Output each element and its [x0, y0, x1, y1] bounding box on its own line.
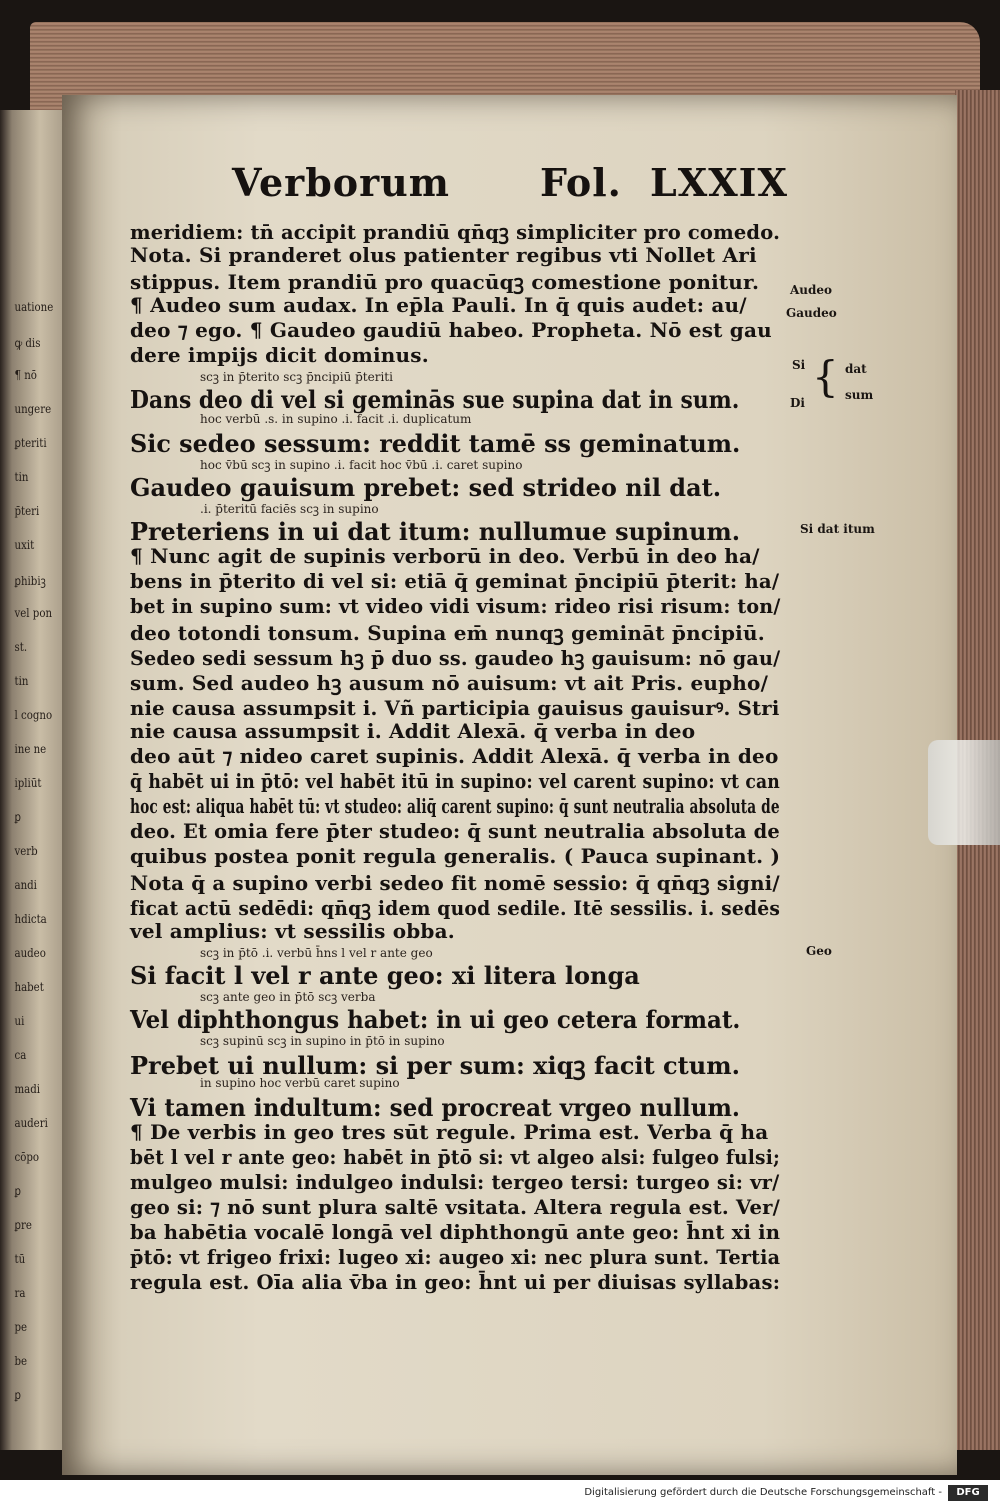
- text-line: bens in p̄terito di vel si: etiā q̄ geminat p̄ncipiū p̄terit: ha/: [130, 569, 780, 593]
- left-page-fragment: hdicta: [14, 912, 47, 926]
- verse-line: Sic sedeo sessum: reddit tamē ss geminatum.: [130, 429, 741, 458]
- running-title: Verborum: [232, 160, 450, 205]
- text-line: sum. Sed audeo hꝫ ausum nō auisum: vt ait Pris. eupho/: [130, 671, 769, 695]
- margin-brace: {: [812, 352, 839, 401]
- text-line: mulgeo mulsi: indulgeo indulsi: tergeo tersi: turgeo si: vr/: [130, 1170, 780, 1194]
- left-page-fragment: tin: [14, 470, 29, 484]
- text-line: deo totondi tonsum. Supina em̄ nunqꝫ gemināt p̄ncipiū.: [130, 621, 765, 645]
- margin-note-geo: Geo: [806, 944, 832, 958]
- text-line: nie causa assumpsit i. Vñ participia gauisus gauisurꝰ. Stri: [130, 696, 780, 720]
- margin-note-sum: sum: [845, 388, 874, 402]
- text-line: geo si: ⁊ nō sunt plura saltē vsitata. Altera regula est. Ver/: [130, 1195, 781, 1219]
- interlinear-gloss: scꝫ ante geo in p̄tō scꝫ verba: [200, 990, 376, 1004]
- verse-line: Preteriens in ui dat itum: nullumue supinum.: [130, 517, 741, 546]
- left-page-fragment: ¶ nō: [14, 368, 37, 382]
- text-line: ba habētia vocalē longā vel diphthongū ante geo: h̄nt xi in: [130, 1220, 781, 1244]
- interlinear-gloss: .i. p̄teritū faciēs scꝫ in supino: [200, 502, 379, 516]
- left-page-fragment: ꝑre: [14, 1218, 32, 1232]
- interlinear-gloss: scꝫ supinū scꝫ in supino in p̄tō in supino: [200, 1034, 445, 1048]
- interlinear-gloss: in supino hoc verbū caret supino: [200, 1076, 400, 1090]
- footer-bar: [0, 1480, 1000, 1507]
- text-line: nie causa assumpsit i. Addit Alexā. q̄ verba in deo: [130, 719, 696, 743]
- left-page-fragment: ungere: [14, 402, 52, 416]
- text-line: ¶ De verbis in geo tres sūt regule. Prima est. Verba q̄ ha: [130, 1120, 769, 1144]
- left-page-fragment: ꝑ: [14, 1184, 21, 1198]
- left-page-fragment: tū: [14, 1252, 26, 1266]
- left-page-fragment: ca: [14, 1048, 27, 1062]
- left-page-fragment: st.: [14, 640, 28, 654]
- left-page-fragment: be: [14, 1354, 28, 1368]
- text-line: ¶ Nunc agit de supinis verborū in deo. Verbū in deo ha/: [130, 544, 760, 568]
- text-line: deo aūt ⁊ nideo caret supinis. Addit Alexā. q̄ verba in deo: [130, 744, 779, 768]
- text-line: hoc est: aliqua habēt tū: vt studeo: aliq̄ carent supino: q̄ sunt neutralia absoluta de: [130, 794, 780, 818]
- left-page-fragment: ipliūt: [14, 776, 42, 790]
- text-line: regula est. Oīa alia v̄ba in geo: h̄nt ui per diuisas syllabas:: [130, 1270, 781, 1294]
- left-page-fragment: ꝑteriti: [14, 436, 47, 450]
- dfg-logo: DFG: [948, 1485, 988, 1501]
- left-page-fragment: audeo: [14, 946, 46, 960]
- left-page-fragment: l cogno: [14, 708, 53, 722]
- left-page-fragment: ꝑhibiꝫ: [14, 574, 46, 588]
- interlinear-gloss: scꝫ in p̄terito scꝫ p̄ncipiū p̄teriti: [200, 370, 393, 384]
- verse-line: Dans deo di vel si geminās sue supina dat in sum.: [130, 385, 740, 414]
- text-line: q̄ habēt ui in p̄tō: vel habēt itū in supino: vel carent supino: vt can: [130, 769, 780, 793]
- left-page-fragment: pe: [14, 1320, 28, 1334]
- left-page-fragment: madi: [14, 1082, 41, 1096]
- text-line: ficat actū sedēdi: qn̄qꝫ idem quod sedile. Itē sessilis. i. sedēs: [130, 896, 781, 920]
- margin-note-di: Di: [790, 396, 805, 410]
- left-page-fragment: habet: [14, 980, 44, 994]
- text-line: Nota. Si pranderet olus patienter regibus vti Nollet Ari: [130, 243, 757, 267]
- verse-line: Vi tamen indultum: sed procreat vrgeo nullum.: [130, 1093, 740, 1122]
- margin-note-audeo: Audeo: [790, 283, 833, 297]
- left-page-fragment: p̄teri: [14, 504, 40, 518]
- text-line: bēt l vel r ante geo: habēt in p̄tō si: vt algeo alsi: fulgeo fulsi;: [130, 1145, 781, 1169]
- left-page-fragment: verb: [14, 844, 38, 858]
- text-line: deo ⁊ ego. ¶ Gaudeo gaudiū habeo. Propheta. Nō est gau: [130, 318, 772, 342]
- folio-number: LXXIX: [650, 160, 788, 205]
- interlinear-gloss: hoc verbū .s. in supino .i. facit .i. duplicatum: [200, 412, 472, 426]
- left-page-fragment: uatione: [14, 300, 54, 314]
- text-line: vel amplius: vt sessilis obba.: [130, 919, 455, 943]
- left-page-fragment: ꝑ: [14, 810, 21, 824]
- text-line: stippus. Item prandiū pro quacūqꝫ comestione ponitur.: [130, 270, 760, 294]
- left-page-fragment: uxit: [14, 538, 35, 552]
- left-page-fragment: tin: [14, 674, 29, 688]
- text-line: ¶ Audeo sum audax. In ep̄la Pauli. In q̄ quis audet: au/: [130, 293, 747, 317]
- folio-label: Fol.: [540, 160, 622, 205]
- verse-line: Gaudeo gauisum prebet: sed strideo nil dat.: [130, 473, 722, 502]
- text-line: meridiem: tn̄ accipit prandiū qn̄qꝫ simpliciter pro comedo.: [130, 220, 781, 244]
- verse-line: Prebet ui nullum: si per sum: xiqꝫ facit ctum.: [130, 1051, 740, 1080]
- left-page-fragment: ine ne: [14, 742, 47, 756]
- left-page-fragment: ra: [14, 1286, 26, 1300]
- margin-note-si: Si: [792, 358, 806, 372]
- left-page-fragment: cōpo: [14, 1150, 40, 1164]
- funding-credit: Digitalisierung gefördert durch die Deutsche Forschungsgemeinschaft -: [584, 1487, 942, 1498]
- text-line: Nota q̄ a supino verbi sedeo fit nomē sessio: q̄ qn̄qꝫ signi/: [130, 871, 780, 895]
- interlinear-gloss: hoc v̄bū scꝫ in supino .i. facit hoc v̄bū .i. caret supino: [200, 458, 523, 472]
- verse-line: Vel diphthongus habet: in ui geo cetera format.: [130, 1005, 741, 1034]
- text-line: deo. Et omia fere p̄ter studeo: q̄ sunt neutralia absoluta de: [130, 819, 780, 843]
- text-line: dere impijs dicit dominus.: [130, 343, 429, 367]
- left-page-fragment: ui: [14, 1014, 25, 1028]
- text-line: quibus postea ponit regula generalis. ( Pauca supinant. ): [130, 844, 781, 868]
- left-page-fragment: ꝙ dis: [14, 336, 41, 350]
- left-page-fragment: andi: [14, 878, 37, 892]
- text-line: Sedeo sedi sessum hꝫ p̄ duo ss. gaudeo hꝫ gauisum: nō gau/: [130, 646, 781, 670]
- page-clip: [928, 740, 1000, 845]
- text-line: p̄tō: vt frigeo frixi: lugeo xi: augeo xi: nec plura sunt. Tertia: [130, 1245, 781, 1269]
- left-page-fragment: ꝑ: [14, 1388, 21, 1402]
- text-line: bet in supino sum: vt video vidi visum: rideo risi risum: ton/: [130, 594, 781, 618]
- left-page-fragment: auderi: [14, 1116, 48, 1130]
- margin-note-gaudeo: Gaudeo: [786, 306, 837, 320]
- verse-line: Si facit l vel r ante geo: xi litera longa: [130, 961, 640, 990]
- margin-note-dat: dat: [845, 362, 867, 376]
- margin-note-si-dat-itum: Si dat itum: [800, 522, 875, 536]
- interlinear-gloss: scꝫ in p̄tō .i. verbū h̄ns l vel r ante geo: [200, 946, 433, 960]
- left-page-fragment: vel pon: [14, 606, 53, 620]
